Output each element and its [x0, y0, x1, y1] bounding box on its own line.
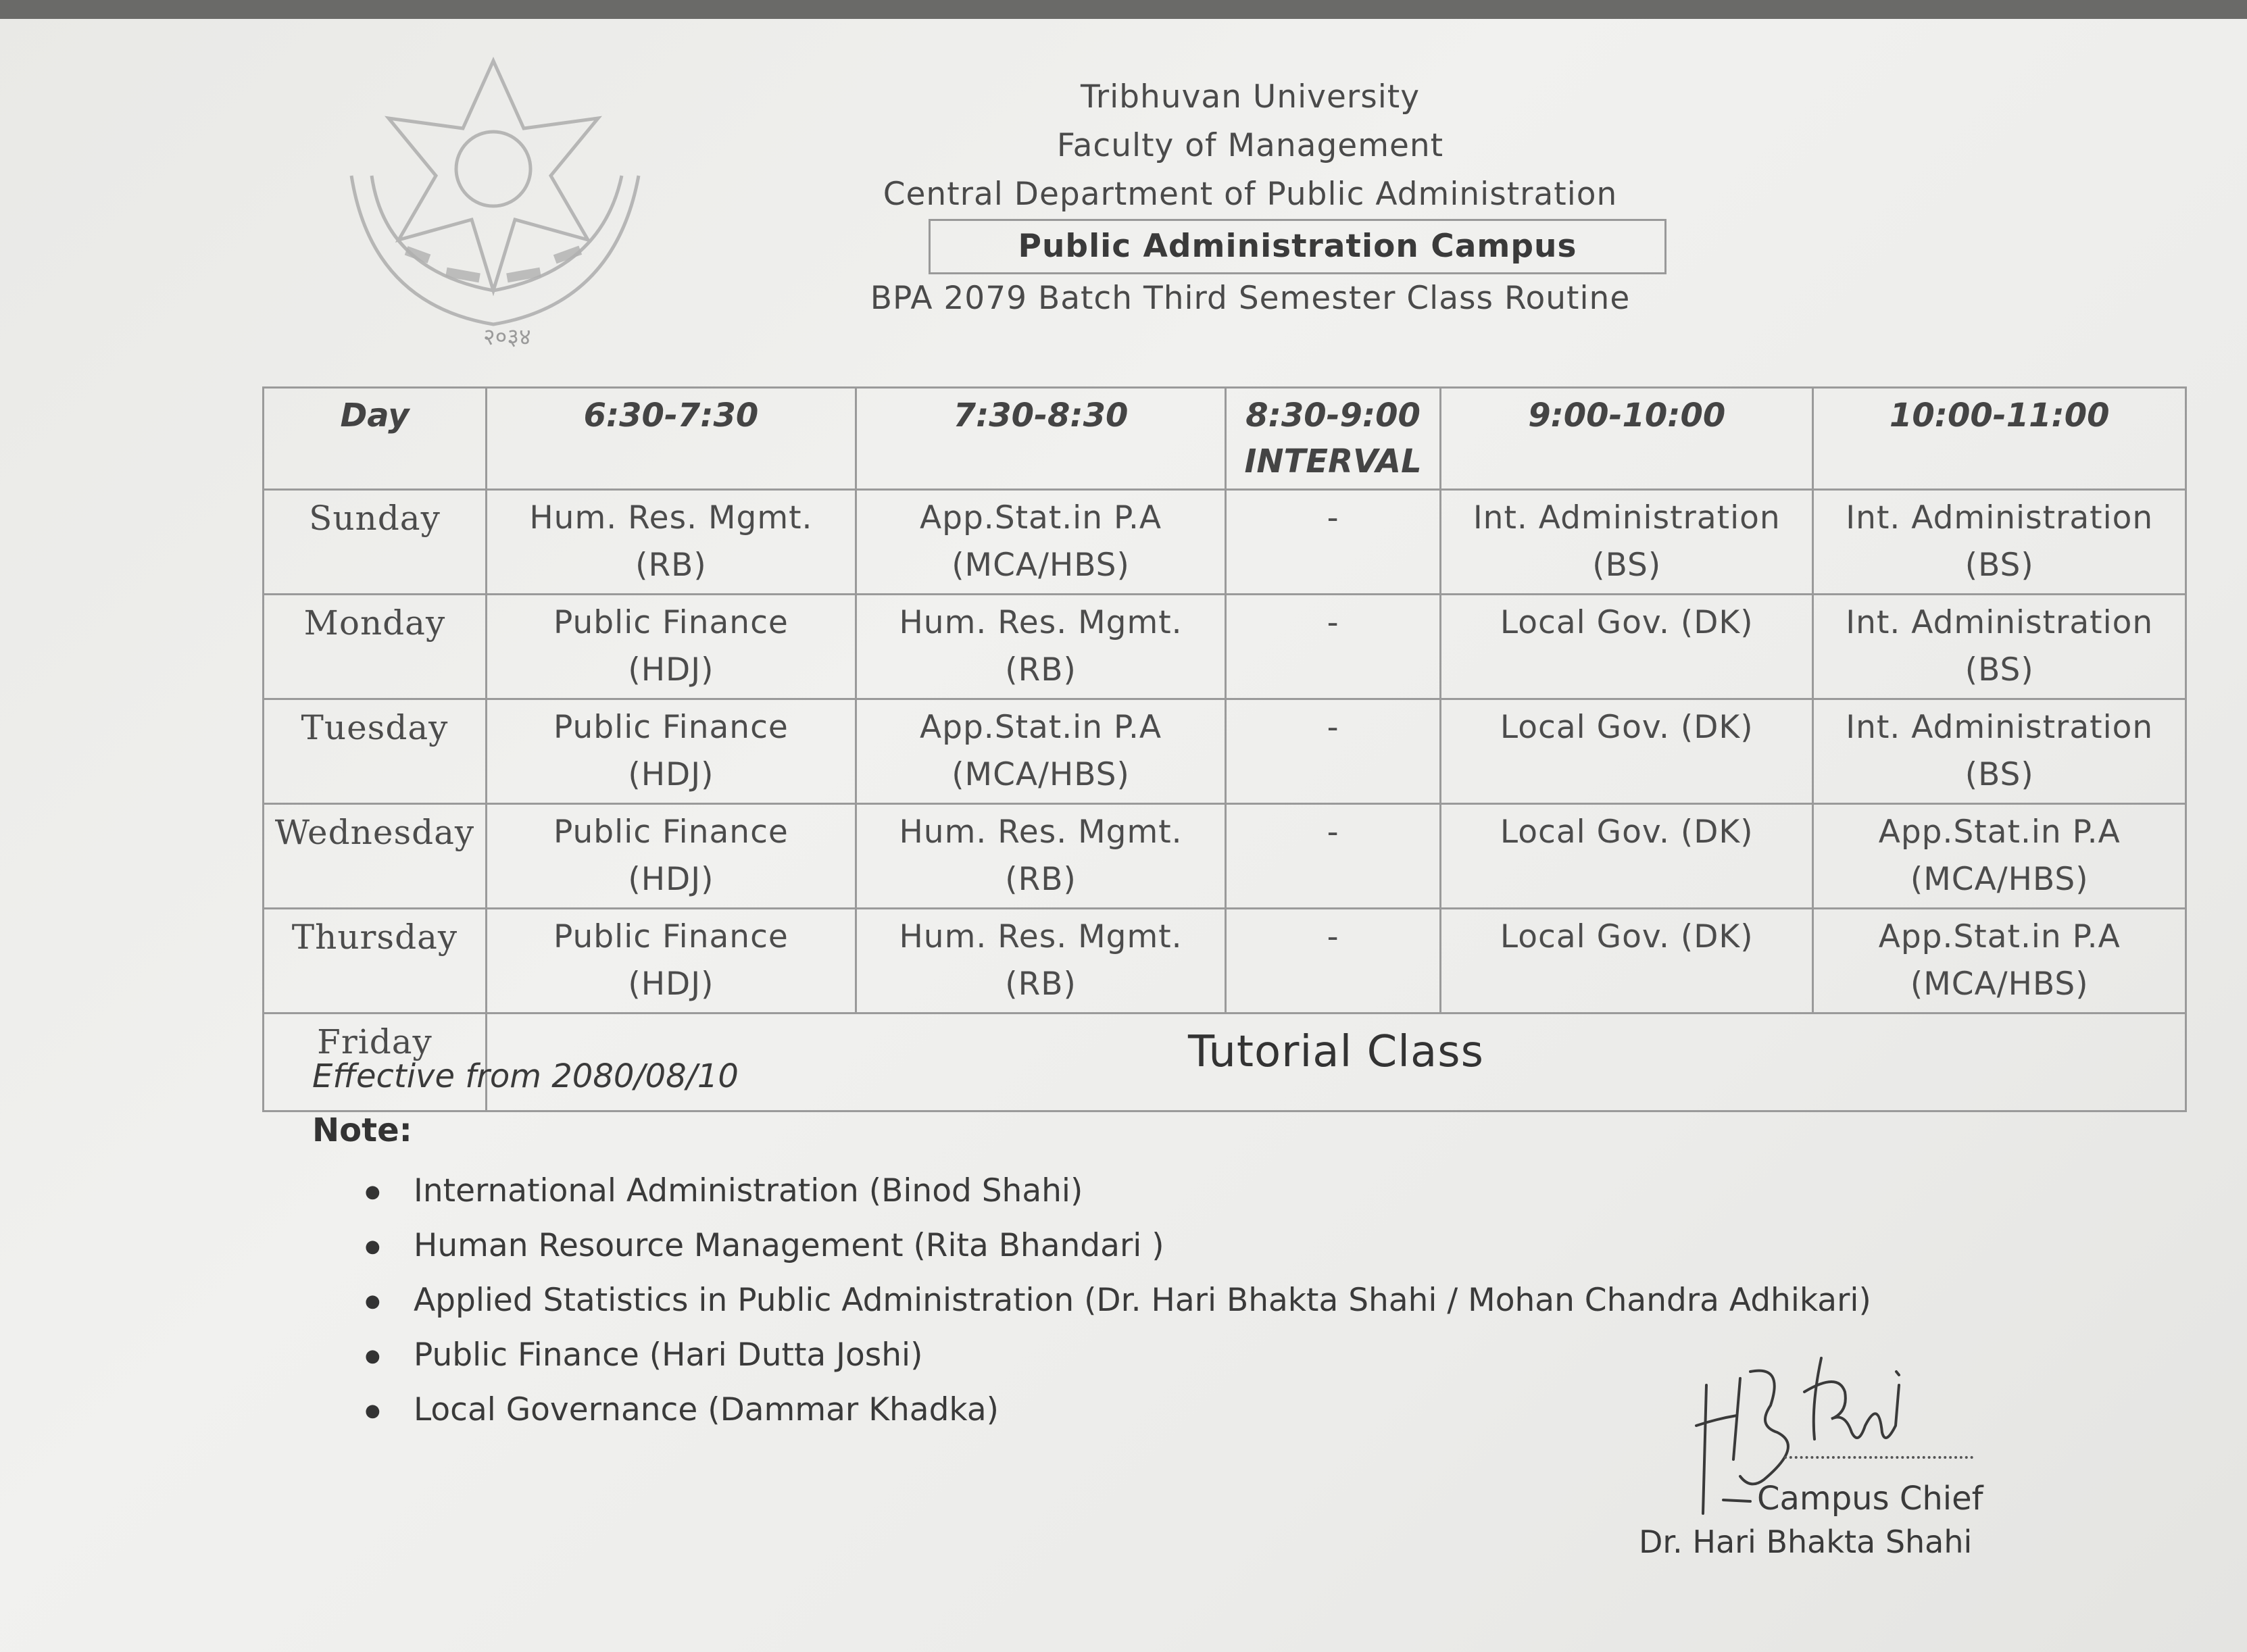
header-period-4: 9:00-10:00 [1441, 388, 1813, 490]
interval-cell: - [1226, 490, 1441, 595]
note-label: Note: [312, 1111, 412, 1149]
table-row [264, 804, 2186, 909]
class-cell: Hum. Res. Mgmt. (RB) [856, 909, 1225, 1013]
class-cell: Int. Administration (BS) [1813, 490, 2186, 595]
faculty-name: Faculty of Management [1056, 127, 1444, 164]
interval-cell: - [1226, 804, 1441, 909]
list-item: ● International Administration (Binod Shahi) [365, 1163, 1871, 1218]
header-period-1: 6:30-7:30 [486, 388, 856, 490]
signatory-title: Campus Chief [1757, 1480, 1983, 1518]
day-cell: Tuesday [264, 699, 487, 804]
header-period-5: 10:00-11:00 [1813, 388, 2186, 490]
class-cell: Hum. Res. Mgmt. (RB) [856, 804, 1225, 909]
class-cell: Local Gov. (DK) [1441, 699, 1813, 804]
table-row [264, 909, 2186, 1013]
signatory-name: Dr. Hari Bhakta Shahi [1639, 1524, 1973, 1560]
routine-title: BPA 2079 Batch Third Semester Class Routine [870, 280, 1631, 317]
interval-cell: - [1226, 909, 1441, 1013]
day-cell: Wednesday [264, 804, 487, 909]
tutorial-class-cell: Tutorial Class [486, 1013, 2186, 1111]
effective-date: Effective from 2080/08/10 [312, 1057, 739, 1095]
table-row [264, 490, 2186, 595]
seal-year: २०३४ [483, 324, 531, 351]
class-cell: Public Finance (HDJ) [486, 595, 856, 699]
day-cell: Thursday [264, 909, 487, 1013]
class-cell: Public Finance (HDJ) [486, 909, 856, 1013]
list-item: ● Applied Statistics in Public Administration (Dr. Hari Bhakta Shahi / Mohan Chandra Adhikari) [365, 1273, 1871, 1328]
header-interval: 8:30-9:00 INTERVAL [1226, 388, 1441, 490]
list-item: ● Local Governance (Dammar Khadka) [365, 1382, 1871, 1437]
class-cell: Local Gov. (DK) [1441, 595, 1813, 699]
interval-cell: - [1226, 595, 1441, 699]
table-row [264, 595, 2186, 699]
header-period-2: 7:30-8:30 [856, 388, 1225, 490]
class-cell: App.Stat.in P.A (MCA/HBS) [1813, 804, 2186, 909]
day-cell: Monday [264, 595, 487, 699]
class-cell: Hum. Res. Mgmt. (RB) [856, 595, 1225, 699]
class-cell: Local Gov. (DK) [1441, 804, 1813, 909]
campus-name: Public Administration Campus [929, 219, 1667, 274]
class-cell: Int. Administration (BS) [1813, 595, 2186, 699]
class-cell: Int. Administration (BS) [1441, 490, 1813, 595]
class-cell: App.Stat.in P.A (MCA/HBS) [856, 490, 1225, 595]
instructor-note-list [365, 1163, 1871, 1437]
university-seal-icon [331, 47, 656, 358]
list-item: ● Human Resource Management (Rita Bhandari ) [365, 1218, 1871, 1273]
table-header-row [264, 388, 2186, 490]
table-row [264, 699, 2186, 804]
university-name: Tribhuvan University [1080, 78, 1421, 116]
class-routine-table [262, 386, 2187, 1112]
interval-cell: - [1226, 699, 1441, 804]
day-cell: Sunday [264, 490, 487, 595]
class-cell: Local Gov. (DK) [1441, 909, 1813, 1013]
class-cell: Public Finance (HDJ) [486, 804, 856, 909]
class-cell: Hum. Res. Mgmt. (RB) [486, 490, 856, 595]
signature-line [1784, 1456, 1973, 1459]
day-cell: Friday [264, 1013, 487, 1111]
class-cell: App.Stat.in P.A (MCA/HBS) [856, 699, 1225, 804]
class-cell: Public Finance (HDJ) [486, 699, 856, 804]
list-item: ● Public Finance (Hari Dutta Joshi) [365, 1328, 1871, 1382]
photo-top-edge [0, 0, 2247, 19]
department-name: Central Department of Public Administration [883, 176, 1618, 213]
class-cell: Int. Administration (BS) [1813, 699, 2186, 804]
class-cell: App.Stat.in P.A (MCA/HBS) [1813, 909, 2186, 1013]
document-header [743, 73, 1757, 323]
header-day: Day [264, 388, 487, 490]
